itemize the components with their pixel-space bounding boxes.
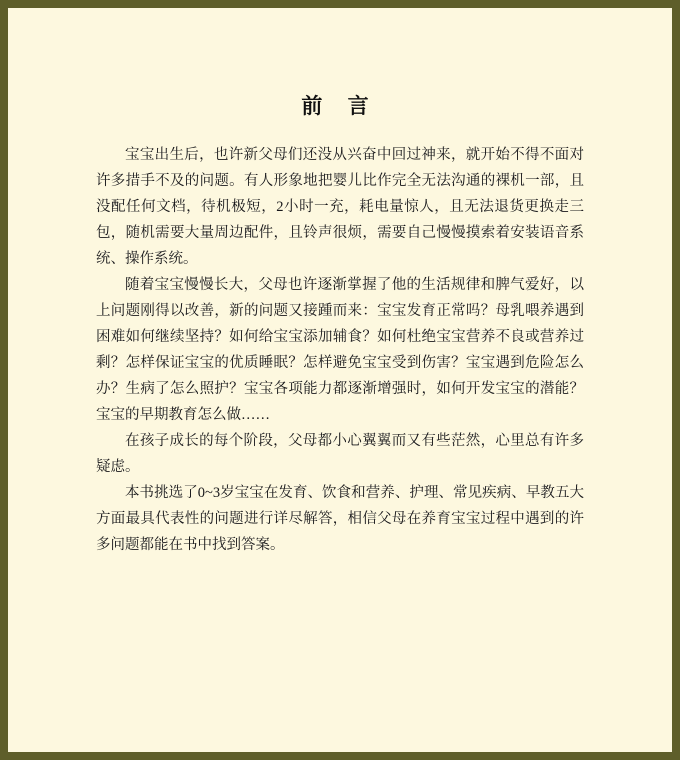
page-content xyxy=(8,8,672,558)
paragraph: 宝宝出生后，也许新父母们还没从兴奋中回过神来，就开始不得不面对许多措手不及的问题。有人形象地把婴儿比作完全无法沟通的裸机一部，且没配任何文档，待机极短，2小时一充，耗电量惊人，且无法退货更换走三包，随机需要大量周边配件，且铃声很烦，需要自己慢慢摸索着安装语音系统、操作系统。 xyxy=(96,147,584,267)
body-text-block xyxy=(96,142,584,558)
document-page xyxy=(8,8,672,752)
paragraph: 在孩子成长的每个阶段，父母都小心翼翼而又有些茫然，心里总有许多疑虑。 xyxy=(96,433,584,475)
paragraph: 随着宝宝慢慢长大，父母也许逐渐掌握了他的生活规律和脾气爱好，以上问题刚得以改善，新的问题又接踵而来：宝宝发育正常吗？母乳喂养遇到困难如何继续坚持？如何给宝宝添加辅食？如何杜绝宝宝营养不良或营养过剩？怎样保证宝宝的优质睡眠？怎样避免宝宝受到伤害？宝宝遇到危险怎么办？生病了怎么照护？宝宝各项能力都逐渐增强时，如何开发宝宝的潜能？宝宝的早期教育怎么做…… xyxy=(96,277,584,423)
paragraph: 本书挑选了0~3岁宝宝在发育、饮食和营养、护理、常见疾病、早教五大方面最具代表性的问题进行详尽解答，相信父母在养育宝宝过程中遇到的许多问题都能在书中找到答案。 xyxy=(96,485,584,553)
page-title: 前 言 xyxy=(301,94,379,118)
